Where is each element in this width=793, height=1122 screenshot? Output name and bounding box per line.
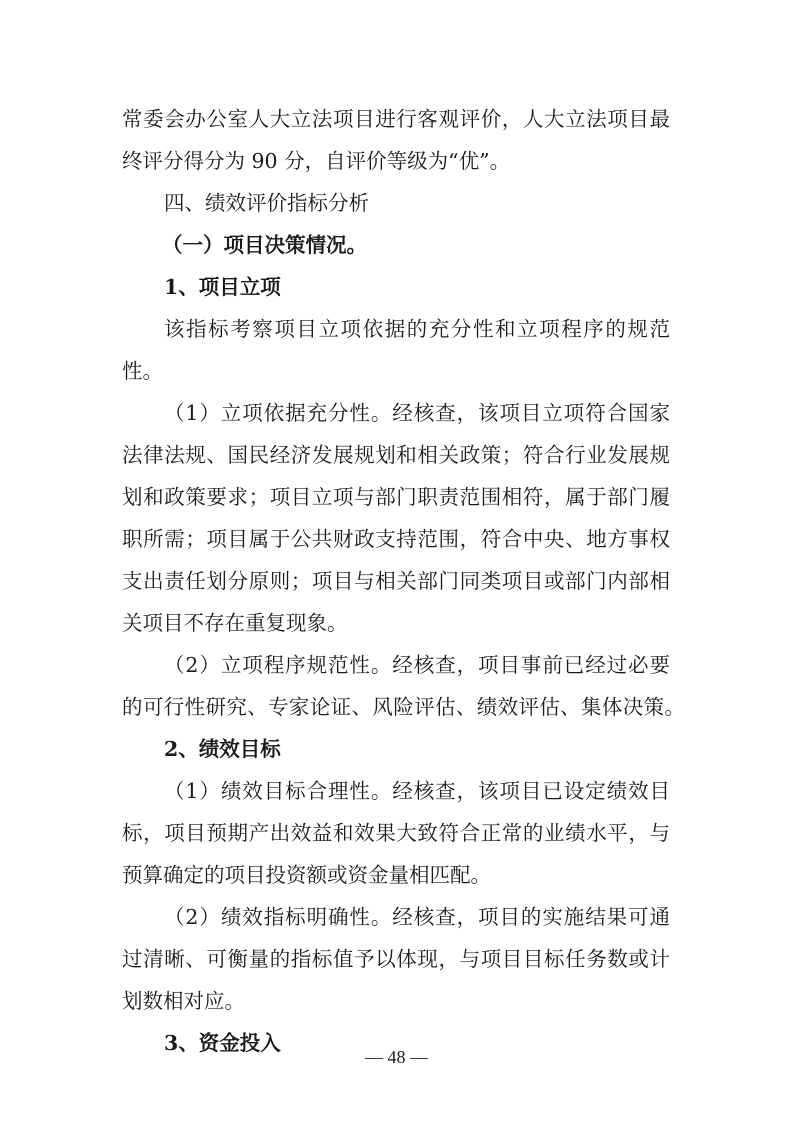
text-line-17 (0, 774, 793, 808)
item-heading-text: 1、项目立项 (164, 275, 281, 299)
paragraph-text: （1）立项依据充分性。经核查，该项目立项符合国家 (164, 401, 670, 425)
paragraph-text: 常委会办公室人大立法项目进行客观评价，人大立法项目最 (122, 107, 670, 131)
paragraph-text: 职所需；项目属于公共财政支持范围，符合中央、地方事权 (122, 527, 670, 551)
paragraph-text: （1）绩效目标合理性。经核查，该项目已设定绩效目 (164, 779, 670, 803)
paragraph-text: 该指标考察项目立项依据的充分性和立项程序的规范 (164, 317, 670, 341)
text-line-14 (0, 648, 793, 682)
paragraph-text: 法律法规、国民经济发展规划和相关政策；符合行业发展规 (122, 443, 670, 467)
paragraph-text: 终评分得分为 90 分，自评价等级为“优”。 (122, 149, 511, 173)
text-line-1 (0, 102, 793, 136)
text-line-21 (0, 942, 793, 976)
text-line-7 (0, 354, 793, 388)
paragraph-text: 标，项目预期产出效益和效果大致符合正常的业绩水平，与 (122, 821, 670, 845)
item-heading-text: 2、绩效目标 (164, 737, 281, 761)
section-heading-text: 四、绩效评价指标分析 (164, 191, 369, 215)
paragraph-text: 划数相对应。 (122, 989, 245, 1013)
text-line-6 (0, 312, 793, 346)
text-line-20 (0, 900, 793, 934)
text-line-18 (0, 816, 793, 850)
paragraph-text: 的可行性研究、专家论证、风险评估、绩效评估、集体决策。 (122, 695, 685, 719)
subsection-heading (0, 228, 793, 262)
page-number: — 48 — (365, 1047, 428, 1067)
text-line-13 (0, 606, 793, 640)
item-heading-text: 3、资金投入 (164, 1031, 281, 1055)
paragraph-text: （2）立项程序规范性。经核查，项目事前已经过必要 (164, 653, 670, 677)
item-heading-1 (0, 270, 793, 304)
subsection-heading-text: （一）项目决策情况。 (162, 233, 367, 257)
text-line-15 (0, 690, 793, 724)
section-heading (0, 186, 793, 220)
text-line-9 (0, 438, 793, 472)
text-line-19 (0, 858, 793, 892)
paragraph-text: 关项目不存在重复现象。 (122, 611, 348, 635)
paragraph-text: （2）绩效指标明确性。经核查，项目的实施结果可通 (164, 905, 670, 929)
text-line-12 (0, 564, 793, 598)
item-heading-2 (0, 732, 793, 766)
paragraph-text: 支出责任划分原则；项目与相关部门同类项目或部门内部相 (122, 569, 670, 593)
text-line-22 (0, 984, 793, 1018)
paragraph-text: 划和政策要求；项目立项与部门职责范围相符，属于部门履 (122, 485, 670, 509)
paragraph-text: 性。 (122, 359, 163, 383)
text-line-8 (0, 396, 793, 430)
paragraph-text: 过清晰、可衡量的指标值予以体现，与项目目标任务数或计 (122, 947, 670, 971)
text-line-11 (0, 522, 793, 556)
paragraph-text: 预算确定的项目投资额或资金量相匹配。 (122, 863, 491, 887)
text-line-2 (0, 144, 793, 178)
text-line-10 (0, 480, 793, 514)
